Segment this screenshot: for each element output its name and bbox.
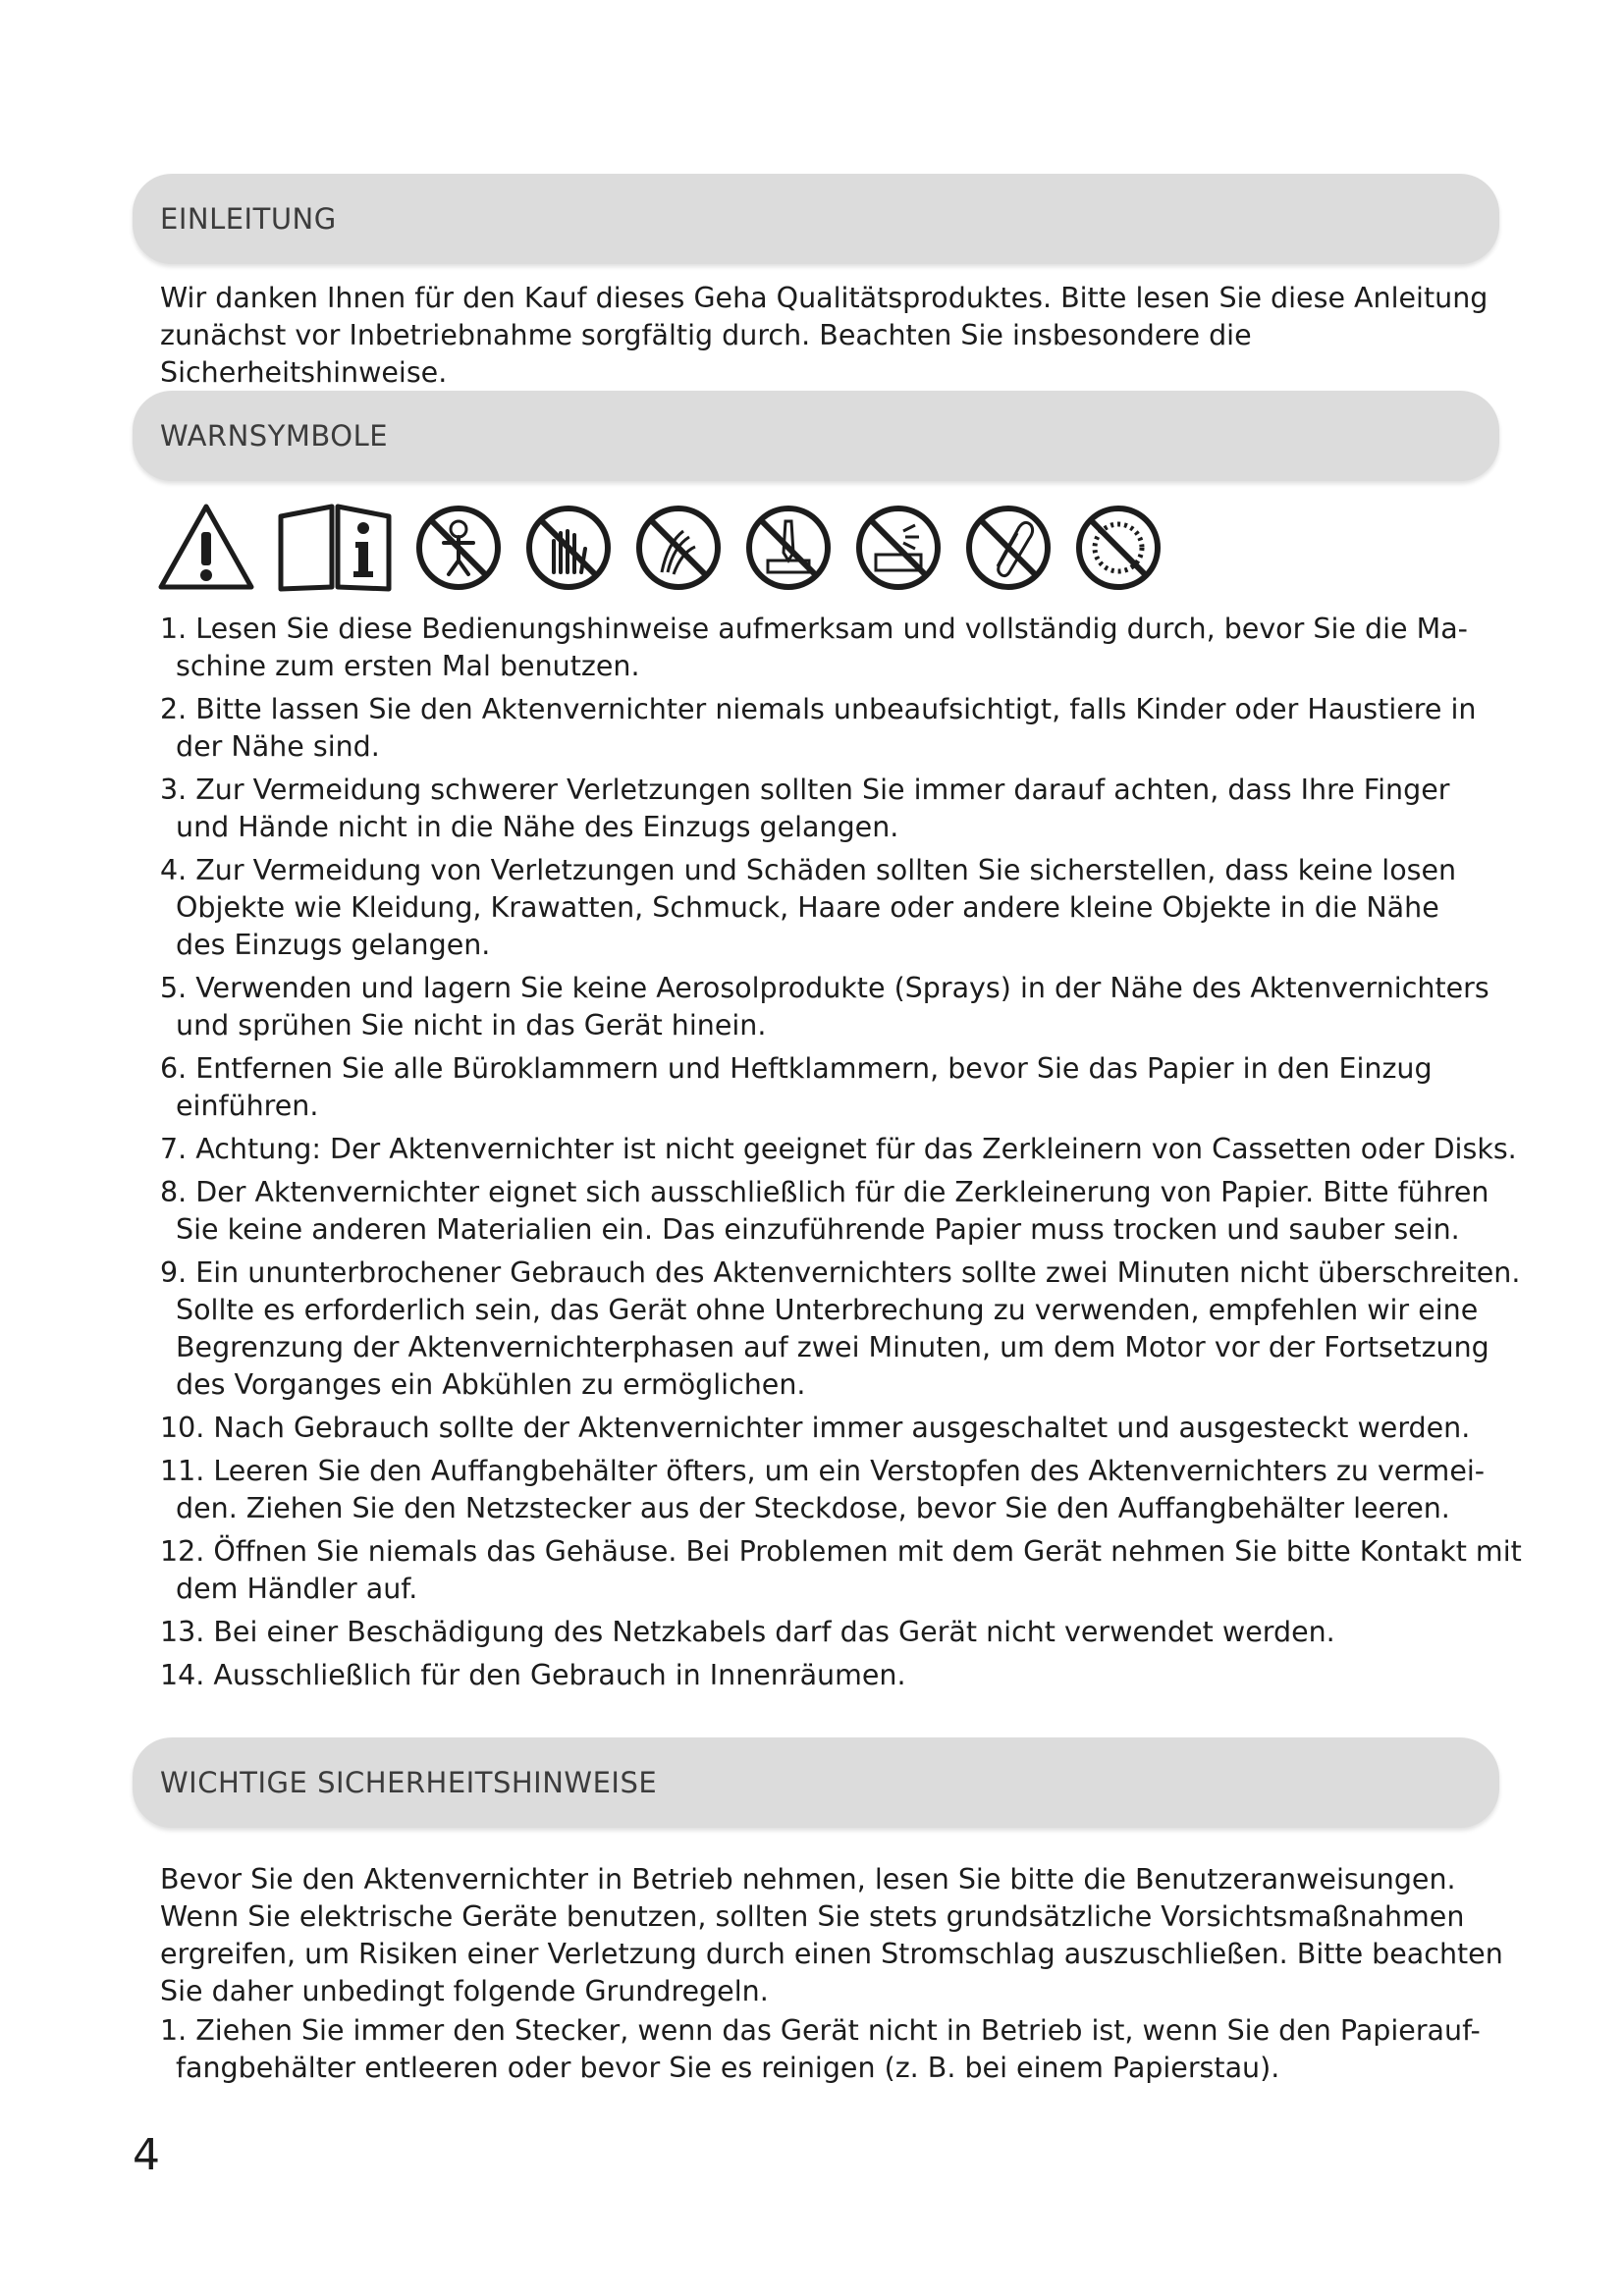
list-item: 9. Ein ununterbrochener Gebrauch des Aktenvernichters sollte zwei Minuten nicht überschreiten. Sollte es erforderlich sein, das Gerät ohne Unterbrechung zu verwenden, empfehlen wir eine Begrenzung der Aktenvernichterphasen auf zwei Minuten, um dem Motor vor der Fortsetzung des Vorganges ein Abkühlen zu ermöglichen.: [160, 1256, 1521, 1401]
list-item: 14. Ausschließlich für den Gebrauch in Innenräumen.: [160, 1659, 906, 1691]
list-item: 11. Leeren Sie den Auffangbehälter öfters, um ein Verstopfen des Aktenvernichters zu vermei- den. Ziehen Sie den Netzstecker aus der Steckdose, bevor Sie den Auffangbehälter leeren.: [160, 1455, 1486, 1524]
no-children-icon: [414, 504, 503, 592]
section-title-warnings: WARNSYMBOLE: [160, 419, 389, 453]
no-aerosol-icon: [854, 504, 943, 592]
no-paperclip-icon: [964, 504, 1053, 592]
list-item: 13. Bei einer Beschädigung des Netzkabels darf das Gerät nicht verwendet werden.: [160, 1616, 1335, 1648]
list-item: 2. Bitte lassen Sie den Aktenvernichter niemals unbeaufsichtigt, falls Kinder oder Haustiere in der Nähe sind.: [160, 693, 1477, 763]
section-title-intro: EINLEITUNG: [160, 202, 337, 236]
no-tie-icon: [744, 504, 833, 592]
section-header-warnings: [133, 391, 1499, 481]
list-item: 5. Verwenden und lagern Sie keine Aerosolprodukte (Sprays) in der Nähe des Aktenvernichters und sprühen Sie nicht in das Gerät hinein.: [160, 972, 1489, 1041]
no-hair-icon: [634, 504, 723, 592]
section-title-safety: WICHTIGE SICHERHEITSHINWEISE: [160, 1766, 658, 1799]
no-hands-icon: [524, 504, 613, 592]
safety-paragraph: Bevor Sie den Aktenvernichter in Betrieb nehmen, lesen Sie bitte die Benutzeranweisungen. Wenn Sie elektrische Geräte benutzen, sollten Sie stets grundsätzliche Vorsichtsmaßnahmen ergreifen, um Risiken einer Verletzung durch einen Stromschlag auszuschließen. Bitte beachten Sie daher unbedingt folgende Grundregeln.: [160, 1863, 1503, 2007]
read-manual-icon: [277, 503, 393, 593]
section-header-safety: [133, 1737, 1499, 1828]
safety-list-item: 1. Ziehen Sie immer den Stecker, wenn das Gerät nicht in Betrieb ist, wenn Sie den Papierauf- fangbehälter entleeren oder bevor Sie es reinigen (z. B. bei einem Papierstau).: [160, 2014, 1481, 2084]
warning-triangle-icon: [157, 503, 255, 593]
list-item: 1. Lesen Sie diese Bedienungshinweise aufmerksam und vollständig durch, bevor Sie die Ma- schine zum ersten Mal benutzen.: [160, 613, 1468, 682]
list-item: 7. Achtung: Der Aktenvernichter ist nicht geeignet für das Zerkleinern von Cassetten oder Disks.: [160, 1133, 1517, 1165]
warning-list: [160, 611, 1525, 1700]
list-item: 3. Zur Vermeidung schwerer Verletzungen sollten Sie immer darauf achten, dass Ihre Finger und Hände nicht in die Nähe des Einzugs gelangen.: [160, 774, 1450, 843]
list-item: 6. Entfernen Sie alle Büroklammern und Heftklammern, bevor Sie das Papier in den Einzug einführen.: [160, 1052, 1433, 1122]
list-item: 8. Der Aktenvernichter eignet sich ausschließlich für die Zerkleinerung von Papier. Bitte führen Sie keine anderen Materialien ein. Das einzuführende Papier muss trocken und sauber sein.: [160, 1176, 1489, 1246]
warning-symbols-row: [157, 503, 1184, 593]
list-item: 10. Nach Gebrauch sollte der Aktenvernichter immer ausgeschaltet und ausgesteckt werden.: [160, 1412, 1471, 1444]
section-header-intro: [133, 174, 1499, 264]
page-number: 4: [133, 2130, 160, 2180]
list-item: 12. Öffnen Sie niemals das Gehäuse. Bei Problemen mit dem Gerät nehmen Sie bitte Kontakt mit dem Händler auf.: [160, 1535, 1522, 1605]
no-jewelry-icon: [1074, 504, 1163, 592]
intro-paragraph: Wir danken Ihnen für den Kauf dieses Geha Qualitätsproduktes. Bitte lesen Sie diese Anleitung zunächst vor Inbetriebnahme sorgfältig durch. Beachten Sie insbesondere die Sicherheitshinweise.: [160, 282, 1489, 389]
list-item: 4. Zur Vermeidung von Verletzungen und Schäden sollten Sie sicherstellen, dass keine losen Objekte wie Kleidung, Krawatten, Schmuck, Haare oder andere kleine Objekte in die Nähe des Einzugs gelangen.: [160, 854, 1457, 961]
